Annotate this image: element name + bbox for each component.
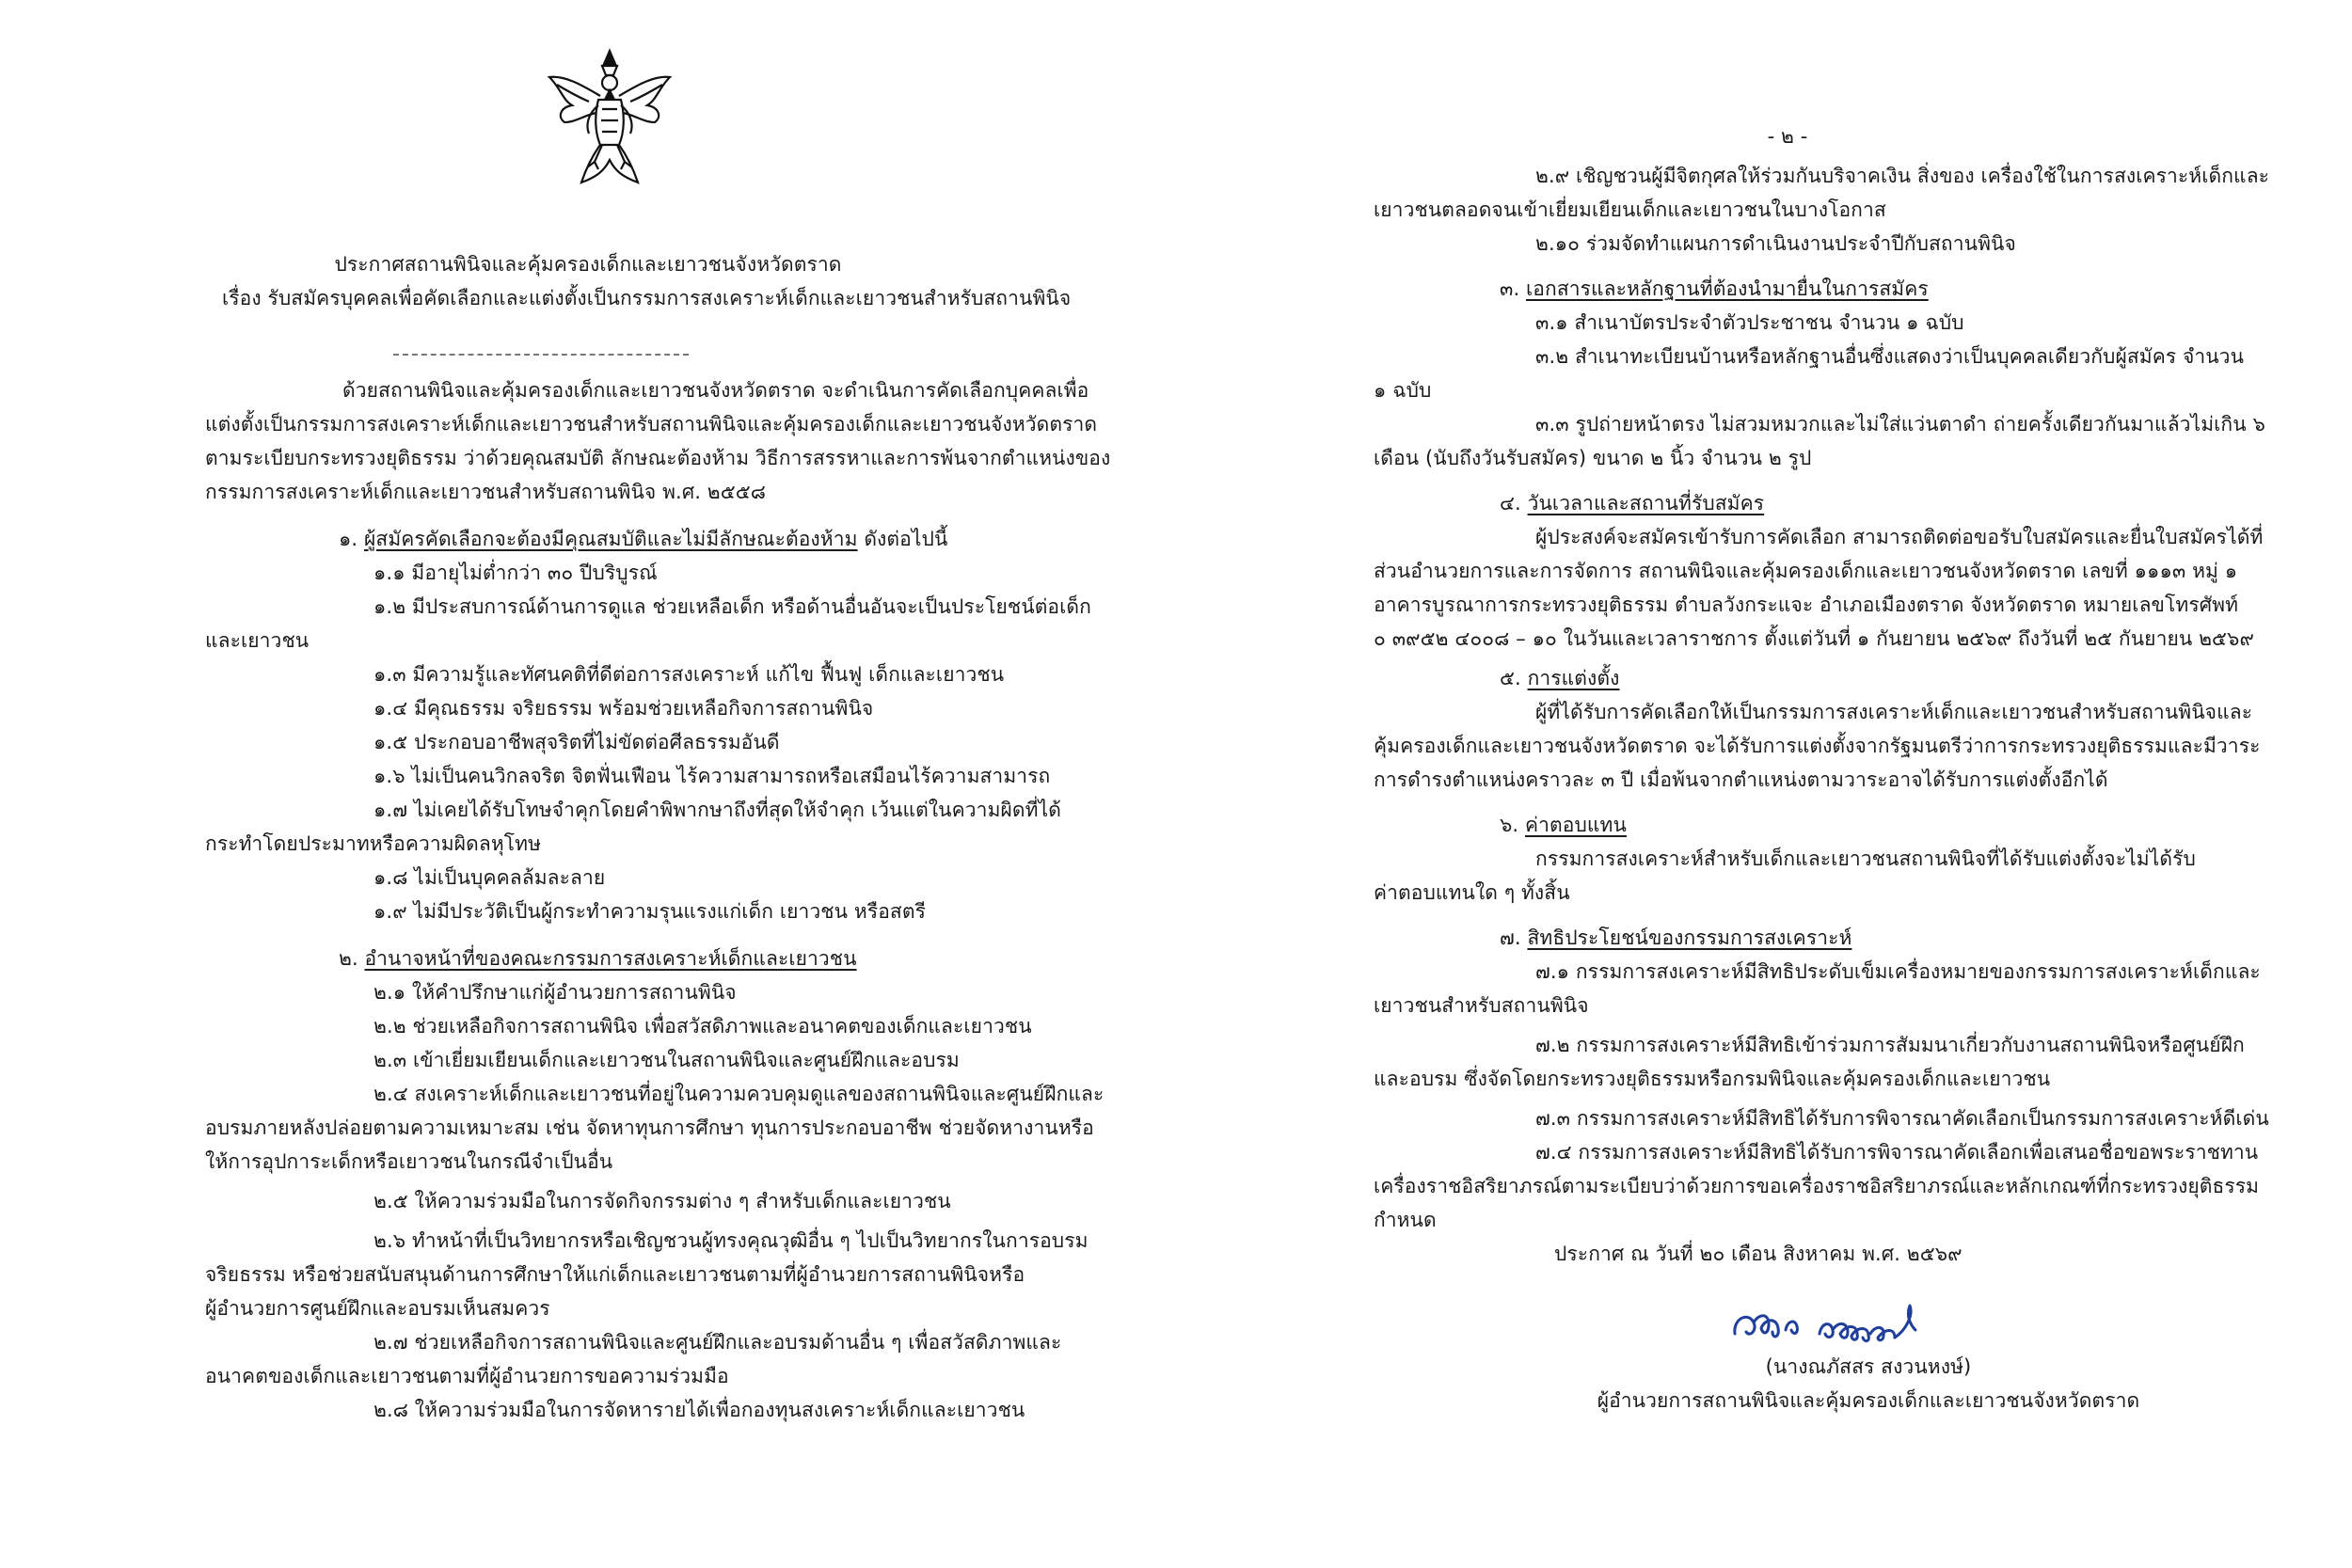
list-item-continuation: อบรมภายหลังปล่อยตามความเหมาะสม เช่น จัดหาทุนการศึกษา ทุนการประกอบอาชีพ ช่วยจัดหางานหรือ (205, 1117, 1094, 1139)
list-item-continuation: เยาวชนตลอดจนเข้าเยี่ยมเยียนเด็กและเยาวชนในบางโอกาส (1374, 198, 1886, 221)
list-item: ๑.๔ มีคุณธรรม จริยธรรม พร้อมช่วยเหลือกิจการสถานพินิจ (373, 697, 874, 720)
list-item: ๒.๘ ให้ความร่วมมือในการจัดหารายได้เพื่อกองทุนสงเคราะห์เด็กและเยาวชน (373, 1399, 1025, 1421)
signer-position: ผู้อำนวยการสถานพินิจและคุ้มครองเด็กและเยาวชนจังหวัดตราด (1597, 1389, 2140, 1412)
paragraph-line: ค่าตอบแทนใด ๆ ทั้งสิ้น (1374, 881, 1570, 904)
list-item: ๒.๙ เชิญชวนผู้มีจิตกุศลให้ร่วมกันบริจาคเงิน สิ่งของ เครื่องใช้ในการสงเคราะห์เด็กและ (1535, 165, 2270, 187)
list-item: ๒.๗ ช่วยเหลือกิจการสถานพินิจและศูนย์ฝึกและอบรมด้านอื่น ๆ เพื่อสวัสดิภาพและ (373, 1331, 1062, 1354)
paragraph-line: กรรมการสงเคราะห์สำหรับเด็กและเยาวชนสถานพินิจที่ได้รับแต่งตั้งจะไม่ได้รับ (1535, 847, 2196, 870)
section-number: ๓. (1500, 277, 1520, 300)
section-7-heading (1500, 924, 1851, 952)
section-2-heading (339, 944, 857, 973)
intro-line: ด้วยสถานพินิจและคุ้มครองเด็กและเยาวชนจังหวัดตราด จะดำเนินการคัดเลือกบุคคลเพื่อ (342, 379, 1089, 402)
list-item: ๒.๕ ให้ความร่วมมือในการจัดกิจกรรมต่าง ๆ สำหรับเด็กและเยาวชน (373, 1190, 951, 1212)
paragraph-line: ผู้ประสงค์จะสมัครเข้ารับการคัดเลือก สามารถติดต่อขอรับใบสมัครและยื่นใบสมัครได้ที่ (1535, 526, 2264, 548)
list-item: ๓.๑ สำเนาบัตรประจำตัวประชาชน จำนวน ๑ ฉบับ (1535, 311, 1964, 334)
list-item-continuation: และเยาวชน (205, 629, 310, 652)
list-item: ๑.๘ ไม่เป็นบุคคลล้มละลาย (373, 866, 606, 889)
list-item-continuation: จริยธรรม หรือช่วยสนับสนุนด้านการศึกษาให้แก่เด็กและเยาวชนตามที่ผู้อำนวยการสถานพินิจหรือ (205, 1263, 1025, 1286)
list-item: ๗.๑ กรรมการสงเคราะห์มีสิทธิประดับเข็มเครื่องหมายของกรรมการสงเคราะห์เด็กและ (1535, 960, 2261, 983)
list-item: ๑.๗ ไม่เคยได้รับโทษจำคุกโดยคำพิพากษาถึงที่สุดให้จำคุก เว้นแต่ในความผิดที่ได้ (373, 799, 1061, 821)
list-item: ๗.๔ กรรมการสงเคราะห์มีสิทธิได้รับการพิจารณาคัดเลือกเพื่อเสนอชื่อขอพระราชทาน (1535, 1141, 2259, 1164)
section-1-heading (339, 525, 947, 553)
section-number: ๗. (1500, 927, 1521, 949)
announcement-title: ประกาศสถานพินิจและคุ้มครองเด็กและเยาวชนจังหวัดตราด (334, 253, 842, 276)
paragraph-line: ส่วนอำนวยการและการจัดการ สถานพินิจและคุ้มครองเด็กและเยาวชนจังหวัดตราด เลขที่ ๑๑๑๓ หมู่ ๑ (1374, 560, 2238, 582)
list-item: ๓.๒ สำเนาทะเบียนบ้านหรือหลักฐานอื่นซึ่งแสดงว่าเป็นบุคคลเดียวกับผู้สมัคร จำนวน (1535, 345, 2245, 368)
signature-mark (1727, 1296, 1944, 1353)
list-item-continuation: กำหนด (1374, 1209, 1437, 1231)
list-item-continuation: ให้การอุปการะเด็กหรือเยาวชนในกรณีจำเป็นอื่น (205, 1150, 613, 1173)
section-number: ๑. (339, 528, 358, 550)
list-item: ๒.๑ ให้คำปรึกษาแก่ผู้อำนวยการสถานพินิจ (373, 981, 737, 1004)
list-item-continuation: และอบรม ซึ่งจัดโดยกระทรวงยุติธรรมหรือกรมพินิจและคุ้มครองเด็กและเยาวชน (1374, 1068, 2051, 1090)
section-title: การแต่งตั้ง (1527, 667, 1620, 689)
list-item-continuation: เยาวชนสำหรับสถานพินิจ (1374, 994, 1589, 1017)
list-item: ๑.๓ มีความรู้และทัศนคติที่ดีต่อการสงเคราะห์ แก้ไข ฟื้นฟู เด็กและเยาวชน (373, 663, 1005, 686)
list-item: ๑.๒ มีประสบการณ์ด้านการดูแล ช่วยเหลือเด็ก หรือด้านอื่นอันจะเป็นประโยชน์ต่อเด็ก (373, 595, 1091, 618)
paragraph-line: ๐ ๓๙๕๒ ๔๐๐๘ – ๑๐ ในวันและเวลาราชการ ตั้งแต่วันที่ ๑ กันยายน ๒๕๖๙ ถึงวันที่ ๒๕ กันยายน ๒๕๖๙ (1374, 627, 2254, 650)
list-item-continuation: ๑ ฉบับ (1374, 379, 1432, 402)
list-item: ๗.๓ กรรมการสงเคราะห์มีสิทธิได้รับการพิจารณาคัดเลือกเป็นกรรมการสงเคราะห์ดีเด่น (1535, 1107, 2269, 1130)
list-item: ๒.๑๐ ร่วมจัดทำแผนการดำเนินงานประจำปีกับสถานพินิจ (1535, 232, 2016, 255)
intro-line: แต่งตั้งเป็นกรรมการสงเคราะห์เด็กและเยาวชนสำหรับสถานพินิจและคุ้มครองเด็กและเยาวชนจังหวัดตราด (205, 413, 1098, 436)
page-number: - ๒ - (1767, 125, 1808, 148)
list-item: ๒.๖ ทำหน้าที่เป็นวิทยากรหรือเชิญชวนผู้ทรงคุณวุฒิอื่น ๆ ไปเป็นวิทยากรในการอบรม (373, 1229, 1089, 1252)
section-title: อำนาจหน้าที่ของคณะกรรมการสงเคราะห์เด็กและเยาวชน (364, 947, 857, 970)
section-title: เอกสารและหลักฐานที่ต้องนำมายื่นในการสมัคร (1526, 277, 1929, 300)
intro-line: กรรมการสงเคราะห์เด็กและเยาวชนสำหรับสถานพินิจ พ.ศ. ๒๕๕๘ (205, 481, 767, 503)
section-number: ๒. (339, 947, 358, 970)
list-item: ๓.๓ รูปถ่ายหน้าตรง ไม่สวมหมวกและไม่ใส่แว่นตาดำ ถ่ายครั้งเดียวกันมาแล้วไม่เกิน ๖ (1535, 413, 2265, 436)
announcement-date: ประกาศ ณ วันที่ ๒๐ เดือน สิงหาคม พ.ศ. ๒๕๖๙ (1554, 1243, 1963, 1265)
announcement-subject: เรื่อง รับสมัครบุคคลเพื่อคัดเลือกและแต่งตั้งเป็นกรรมการสงเคราะห์เด็กและเยาวชนสำหรับสถานพินิจ (222, 287, 1072, 309)
section-title-tail: ดังต่อไปนี้ (857, 528, 948, 550)
list-item: ๗.๒ กรรมการสงเคราะห์มีสิทธิเข้าร่วมการสัมมนาเกี่ยวกับงานสถานพินิจหรือศูนย์ฝึก (1535, 1034, 2245, 1056)
signer-name: (นางณภัสสร สงวนหงษ์) (1765, 1355, 1972, 1378)
list-item-continuation: เดือน (นับถึงวันรับสมัคร) ขนาด ๒ นิ้ว จำนวน ๒ รูป (1374, 447, 1812, 469)
section-title: สิทธิประโยชน์ของกรรมการสงเคราะห์ (1527, 927, 1852, 949)
list-item-continuation: ผู้อำนวยการศูนย์ฝึกและอบรมเห็นสมควร (205, 1297, 550, 1320)
paragraph-line: ผู้ที่ได้รับการคัดเลือกให้เป็นกรรมการสงเคราะห์เด็กและเยาวชนสำหรับสถานพินิจและ (1535, 701, 2253, 723)
section-number: ๔. (1500, 492, 1521, 515)
section-title: วันเวลาและสถานที่รับสมัคร (1527, 492, 1765, 515)
list-item-continuation: อนาคตของเด็กและเยาวชนตามที่ผู้อำนวยการขอความร่วมมือ (205, 1365, 729, 1387)
list-item: ๑.๕ ประกอบอาชีพสุจริตที่ไม่ขัดต่อศีลธรรมอันดี (373, 731, 780, 753)
section-3-heading (1500, 275, 1929, 303)
list-item: ๒.๔ สงเคราะห์เด็กและเยาวชนที่อยู่ในความควบคุมดูแลของสถานพินิจและศูนย์ฝึกและ (373, 1083, 1104, 1105)
list-item: ๑.๖ ไม่เป็นคนวิกลจริต จิตฟั่นเฟือน ไร้ความสามารถหรือเสมือนไร้ความสามารถ (373, 765, 1051, 787)
list-item: ๒.๒ ช่วยเหลือกิจการสถานพินิจ เพื่อสวัสดิภาพและอนาคตของเด็กและเยาวชน (373, 1015, 1032, 1037)
section-6-heading (1500, 811, 1627, 839)
section-title: ค่าตอบแทน (1525, 814, 1627, 836)
divider (393, 354, 689, 356)
section-4-heading (1500, 489, 1764, 517)
list-item: ๑.๙ ไม่มีประวัติเป็นผู้กระทำความรุนแรงแก่เด็ก เยาวชน หรือสตรี (373, 900, 926, 923)
section-number: ๕. (1500, 667, 1521, 689)
intro-line: ตามระเบียบกระทรวงยุติธรรม ว่าด้วยคุณสมบัติ ลักษณะต้องห้าม วิธีการสรรหาและการพ้นจากตำแหน่งของ (205, 447, 1111, 469)
garuda-emblem-icon (544, 47, 675, 188)
list-item-continuation: เครื่องราชอิสริยาภรณ์ตามระเบียบว่าด้วยการขอเครื่องราชอิสริยาภรณ์และหลักเกณฑ์ที่กระทรวงยุติธรรม (1374, 1175, 2260, 1197)
paragraph-line: คุ้มครองเด็กและเยาวชนจังหวัดตราด จะได้รับการแต่งตั้งจากรัฐมนตรีว่าการกระทรวงยุติธรรมและมีวาระ (1374, 735, 2261, 757)
section-title: ผู้สมัครคัดเลือกจะต้องมีคุณสมบัติและไม่มีลักษณะต้องห้าม (364, 528, 858, 550)
section-number: ๖. (1500, 814, 1519, 836)
paragraph-line: การดำรงตำแหน่งคราวละ ๓ ปี เมื่อพ้นจากตำแหน่งตามวาระอาจได้รับการแต่งตั้งอีกได้ (1374, 768, 2108, 791)
section-5-heading (1500, 664, 1619, 692)
list-item: ๒.๓ เข้าเยี่ยมเยียนเด็กและเยาวชนในสถานพินิจและศูนย์ฝึกและอบรม (373, 1049, 960, 1071)
list-item-continuation: กระทำโดยประมาทหรือความผิดลหุโทษ (205, 832, 542, 855)
list-item: ๑.๑ มีอายุไม่ต่ำกว่า ๓๐ ปีบริบูรณ์ (373, 562, 658, 584)
paragraph-line: อาคารบูรณาการกระทรวงยุติธรรม ตำบลวังกระแจะ อำเภอเมืองตราด จังหวัดตราด หมายเลขโทรศัพท์ (1374, 594, 2239, 616)
